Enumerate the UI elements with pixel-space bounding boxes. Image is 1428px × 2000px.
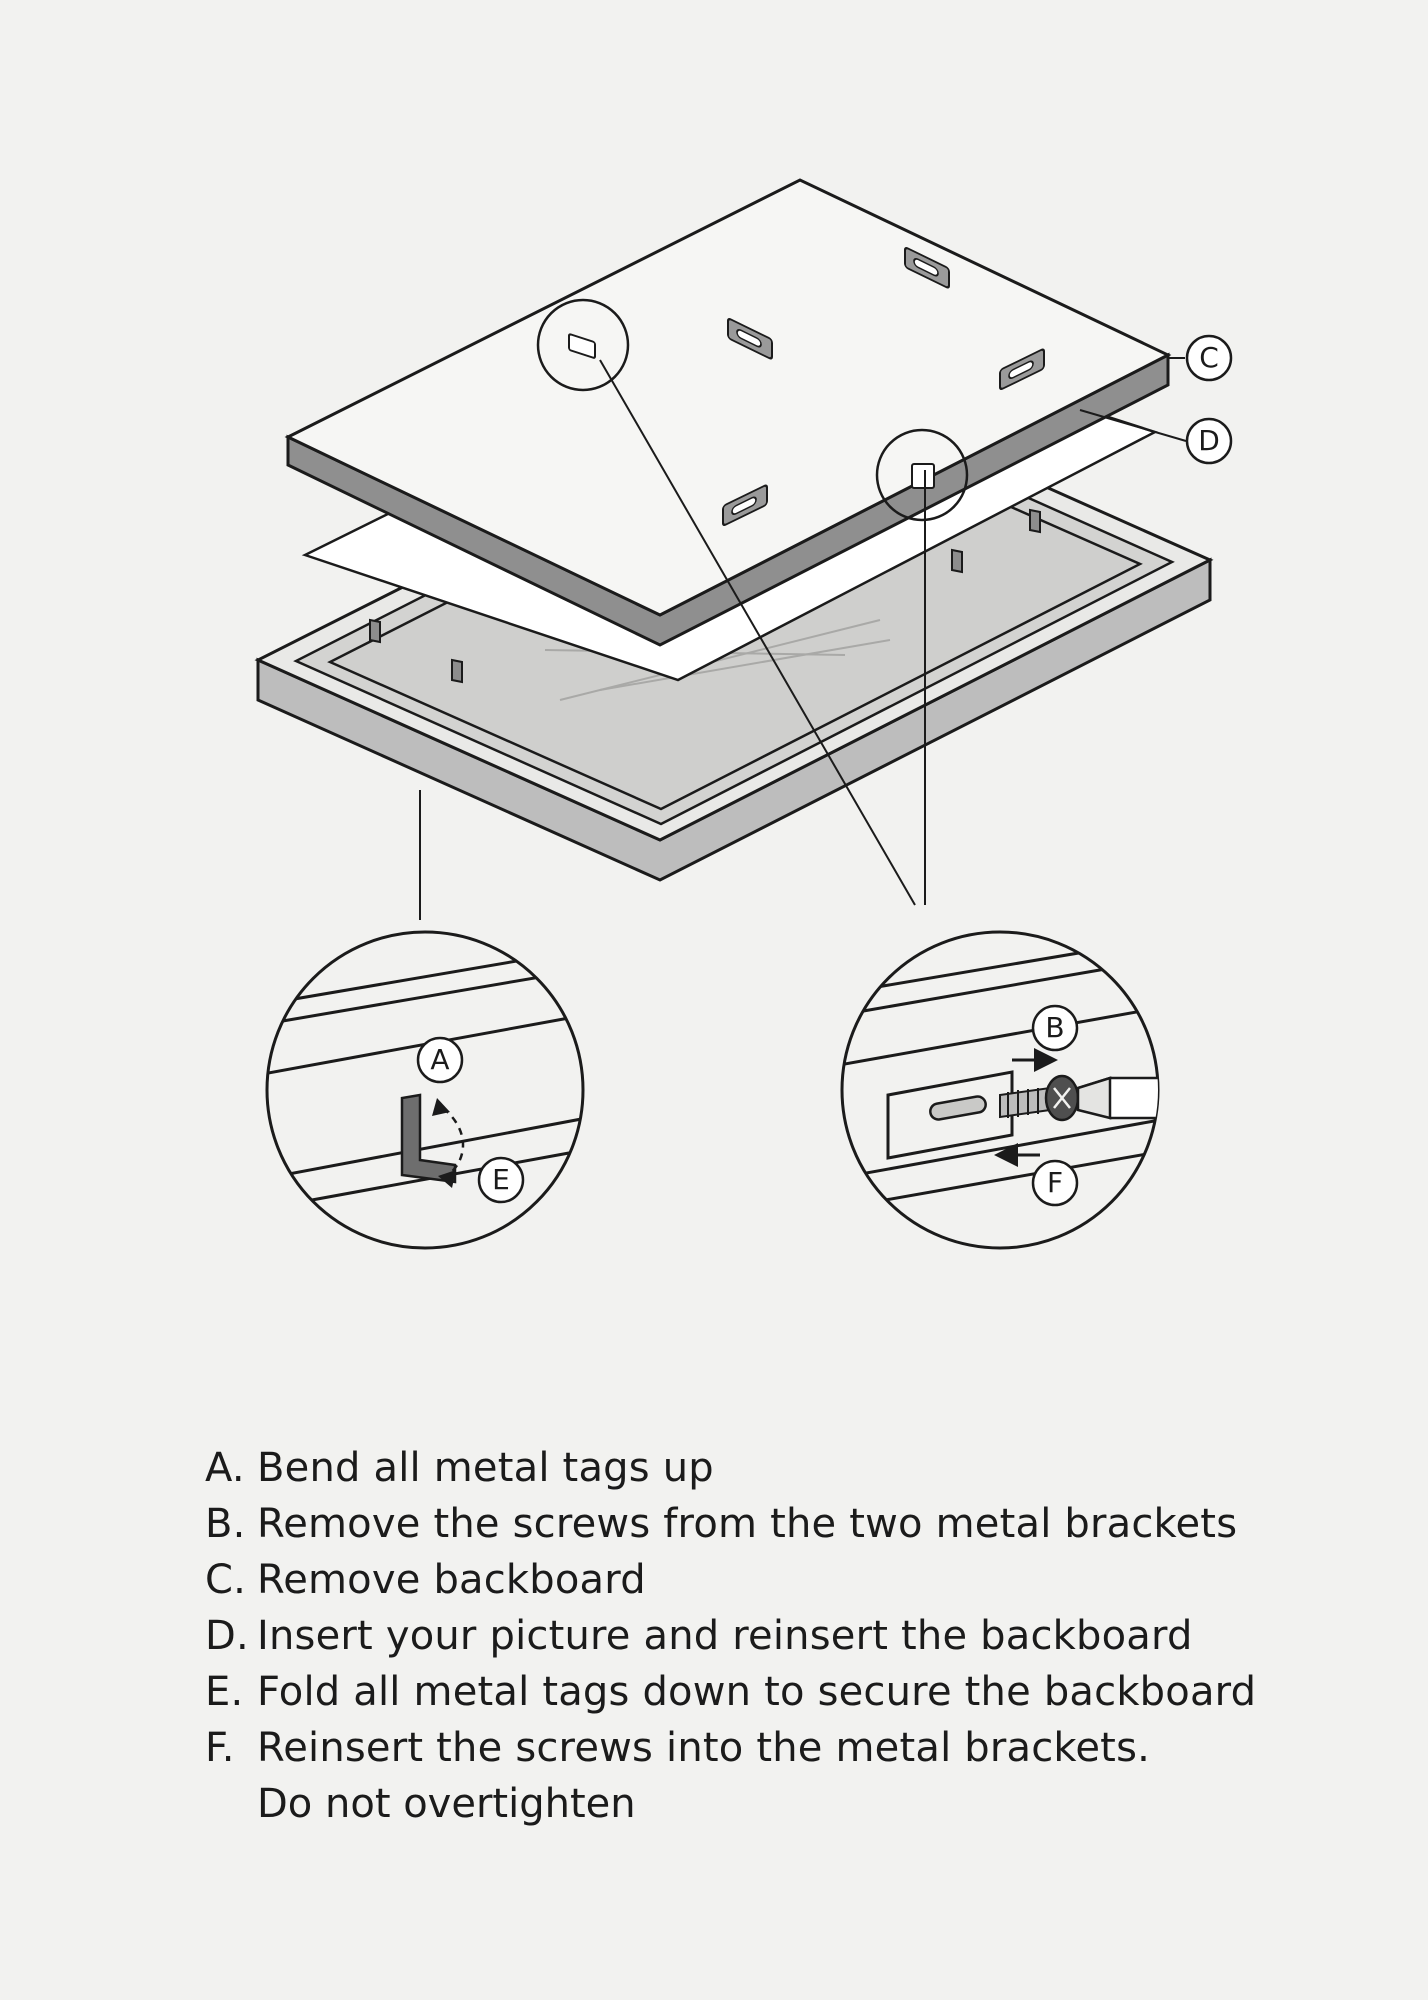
instructions-list	[205, 1440, 1345, 1832]
instruction-letter: A.	[205, 1445, 245, 1491]
list-item	[205, 1552, 1345, 1608]
list-item	[205, 1496, 1345, 1552]
callout-d	[1187, 419, 1231, 463]
detail-circle-left	[230, 932, 640, 1248]
instruction-letter: B.	[205, 1501, 246, 1547]
list-item	[205, 1720, 1345, 1776]
instruction-letter: F.	[205, 1725, 235, 1771]
metal-tag	[952, 550, 962, 572]
instruction-text: Remove the screws from the two metal brackets	[257, 1501, 1238, 1547]
list-item	[205, 1608, 1345, 1664]
instruction-text: Bend all metal tags up	[257, 1445, 714, 1491]
instruction-letter: C.	[205, 1557, 247, 1603]
callout-label-c: C	[1199, 341, 1219, 374]
instruction-continuation: Do not overtighten	[257, 1781, 636, 1827]
list-item	[205, 1664, 1345, 1720]
callout-b	[1033, 1006, 1077, 1050]
detail-bracket-right	[912, 464, 934, 488]
instruction-letter: E.	[205, 1669, 244, 1715]
detail-circle-right	[800, 930, 1300, 1248]
callout-a	[418, 1038, 462, 1082]
screwdriver	[1078, 1078, 1300, 1118]
callout-label-a: A	[430, 1043, 450, 1076]
callout-c	[1187, 336, 1231, 380]
callout-label-d: D	[1198, 424, 1220, 457]
callout-label-b: B	[1045, 1011, 1065, 1044]
instruction-letter: D.	[205, 1613, 249, 1659]
metal-tag	[452, 660, 462, 682]
screwdriver-shaft	[1078, 1078, 1300, 1118]
instruction-text: Reinsert the screws into the metal brackets.	[257, 1725, 1151, 1771]
callout-label-f: F	[1046, 1166, 1064, 1199]
instruction-text: Fold all metal tags down to secure the backboard	[257, 1669, 1257, 1715]
metal-tag	[1030, 510, 1040, 532]
instruction-text: Remove backboard	[257, 1557, 646, 1603]
instruction-text: Insert your picture and reinsert the backboard	[257, 1613, 1193, 1659]
callout-f	[1033, 1161, 1077, 1205]
callout-label-e: E	[492, 1163, 510, 1196]
callout-e	[479, 1158, 523, 1202]
list-item	[205, 1440, 1345, 1496]
metal-tag	[370, 620, 380, 642]
